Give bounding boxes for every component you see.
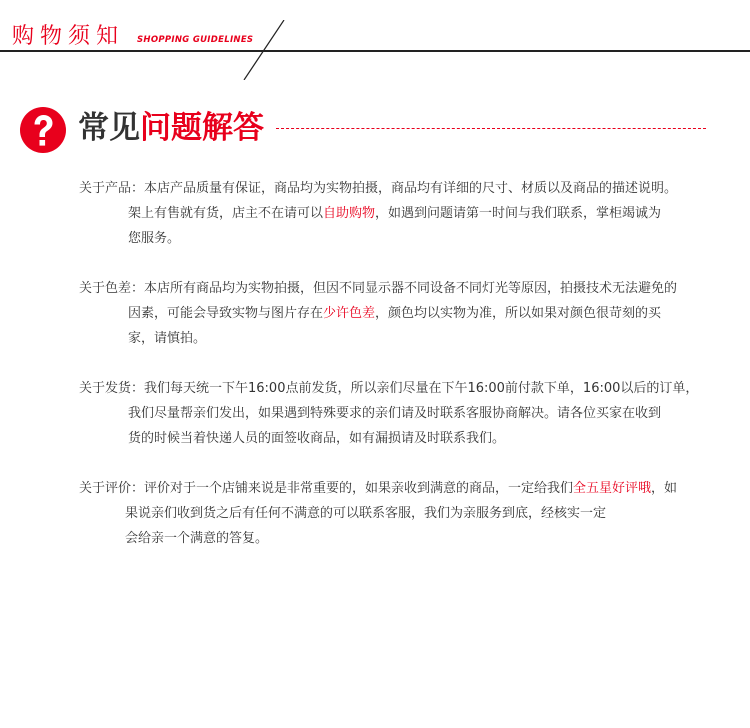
faq-product-text: 架上有售就有货，店主不在请可以 (128, 206, 324, 221)
faq-color-text-2: ，颜色均以实物为准，所以如果对颜色很苛刻的买 (375, 306, 662, 321)
faq-shipping-line-2: 我们尽量帮亲们发出，如果遇到特殊要求的亲们请及时联系客服协商解决。请各位买家在收到 (128, 406, 662, 421)
faq-shipping-line-3: 货的时候当着快递人员的面签收商品，如有漏损请及时联系我们。 (128, 431, 506, 446)
faq-review-text-2: ，如 (651, 481, 678, 496)
faq-review (79, 476, 699, 551)
faq-product-text-2: ，如遇到问题请第一时间与我们联系，掌柜竭诚为 (375, 206, 662, 221)
faq-color (79, 276, 699, 351)
faq-shipping-line-1: 关于发货：我们每天统一下午16:00点前发货，所以亲们尽量在下午16:00前付款下单，16:00以后的订单， (79, 381, 699, 396)
faq-color-line-3: 家，请慎拍。 (128, 331, 207, 346)
header-slash-decoration (243, 20, 285, 80)
faq-shipping (79, 376, 699, 451)
faq-heading-dark: 常见 (78, 110, 140, 146)
faq-review-line-2: 果说亲们收到货之后有任何不满意的可以联系客服，我们为亲服务到底，经核实一定 (125, 506, 607, 521)
highlight-color-difference: 少许色差 (323, 306, 376, 321)
faq-review-line-1 (79, 476, 699, 501)
faq-product-line-3: 您服务。 (128, 231, 181, 246)
highlight-self-service: 自助购物 (323, 206, 376, 221)
faq-heading (78, 108, 264, 148)
faq-product-line-1: 关于产品：本店产品质量有保证，商品均为实物拍摄，商品均有详细的尺寸、材质以及商品的描述说明。 (79, 181, 678, 196)
highlight-five-star: 全五星好评哦 (573, 481, 652, 496)
faq-review-line-3: 会给亲一个满意的答复。 (125, 531, 269, 546)
question-mark-icon (19, 106, 67, 154)
faq-product-line-2 (79, 201, 699, 226)
faq-heading-dashed-line (276, 128, 706, 129)
faq-product (79, 176, 699, 251)
faq-color-line-1: 关于色差：本店所有商品均为实物拍摄，但因不同显示器不同设备不同灯光等原因，拍摄技术无法避免的 (79, 281, 678, 296)
header-divider (0, 50, 750, 52)
faq-color-text: 因素，可能会导致实物与图片存在 (128, 306, 324, 321)
faq-review-text: 关于评价：评价对于一个店铺来说是非常重要的，如果亲收到满意的商品，一定给我们 (79, 481, 574, 496)
faq-heading-red: 问题解答 (140, 110, 264, 146)
header-title: 购物须知 (12, 24, 125, 49)
faq-color-line-2 (79, 301, 699, 326)
header-subtitle: SHOPPING GUIDELINES (137, 35, 254, 45)
